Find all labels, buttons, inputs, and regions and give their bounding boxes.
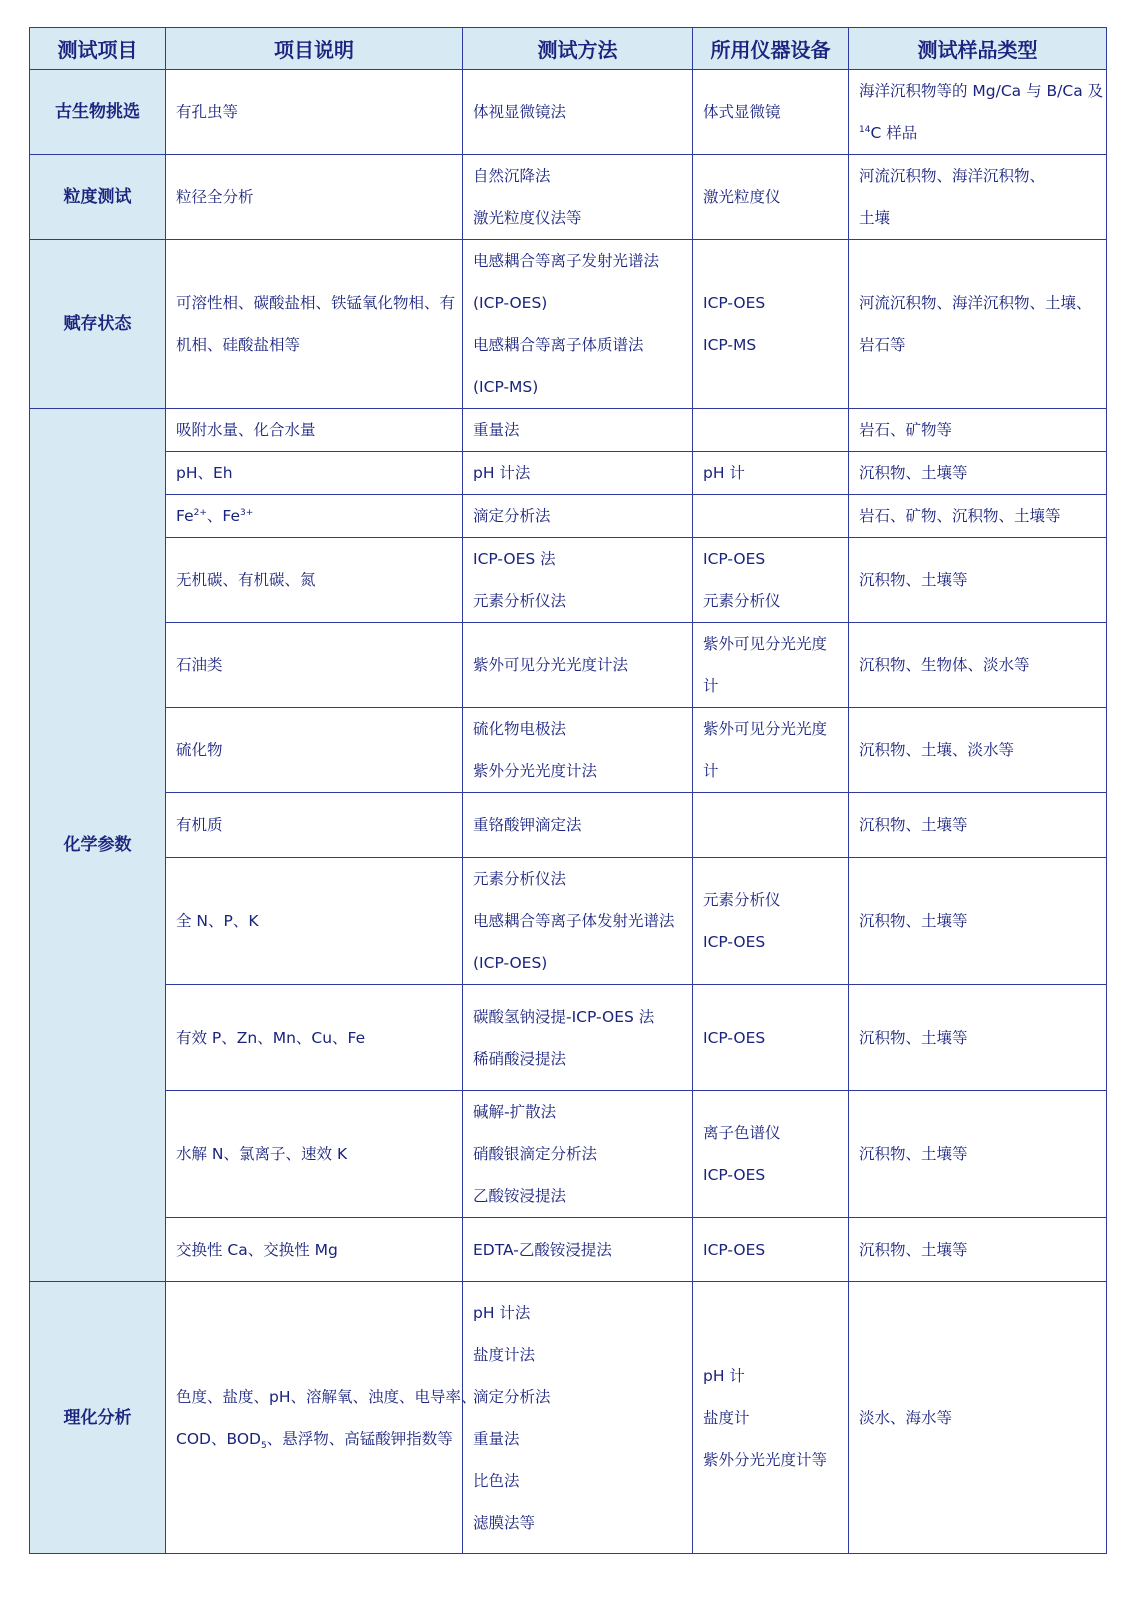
cell-line: 全 N、P、K — [176, 912, 259, 930]
row-description — [166, 70, 463, 155]
cell-line: 激光粒度仪法等 — [473, 209, 582, 227]
cell-line: 计 — [703, 677, 719, 695]
row-sample-type — [849, 155, 1107, 240]
row-sample-type — [849, 793, 1107, 858]
row-instrument — [693, 155, 849, 240]
cell-line: 电感耦合等离子体质谱法 — [473, 336, 644, 354]
row-description — [166, 452, 463, 495]
cell-line: ICP-OES — [703, 1166, 766, 1184]
cell-line: 滴定分析法 — [473, 1387, 551, 1406]
header-sample-type: 测试样品类型 — [849, 28, 1107, 70]
table-row — [30, 1218, 1107, 1282]
cell-line: 岩石、矿物等 — [859, 421, 953, 439]
table-row — [30, 623, 1107, 708]
cell-line: 激光粒度仪 — [703, 188, 781, 206]
cell-line: 电感耦合等离子体发射光谱法 — [473, 912, 675, 930]
cell-line: 沉积物、生物体、淡水等 — [859, 656, 1030, 674]
cell-line: ICP-OES — [703, 550, 766, 568]
row-sample-type — [849, 1282, 1107, 1554]
cell-line: 机相、硅酸盐相等 — [176, 336, 301, 354]
row-instrument — [693, 495, 849, 538]
table-row — [30, 240, 1107, 409]
row-description — [166, 1091, 463, 1218]
row-instrument — [693, 708, 849, 793]
cell-line: 硫化物 — [176, 741, 223, 759]
row-method — [463, 1091, 693, 1218]
row-description — [166, 495, 463, 538]
row-description — [166, 1218, 463, 1282]
cell-line: 重量法 — [473, 421, 520, 439]
cell-line: 可溶性相、碳酸盐相、铁锰氧化物相、有 — [176, 294, 456, 312]
cell-line: 土壤 — [859, 209, 891, 227]
row-description — [166, 858, 463, 985]
row-method — [463, 1282, 693, 1554]
cell-line: 紫外分光光度计法 — [473, 762, 598, 780]
row-method — [463, 708, 693, 793]
cell-line: 自然沉降法 — [473, 167, 551, 185]
row-method — [463, 409, 693, 452]
cell-line: 盐度计 — [703, 1408, 750, 1427]
cell-line: 吸附水量、化合水量 — [176, 421, 316, 439]
cell-line: 粒径全分析 — [176, 188, 254, 206]
cell-line: 无机碳、有机碳、氮 — [176, 571, 316, 589]
cell-line: 沉积物、土壤等 — [859, 464, 968, 482]
cell-line: 紫外可见分光光度计法 — [473, 656, 629, 674]
row-instrument — [693, 793, 849, 858]
cell-line: 岩石等 — [859, 336, 906, 354]
cell-line: COD、$BOD_5$、悬浮物、高锰酸钾指数等 — [176, 1429, 453, 1451]
cell-line: 电感耦合等离子发射光谱法 — [473, 252, 660, 270]
table-row — [30, 858, 1107, 985]
cell-line: ICP-OES — [703, 294, 766, 312]
row-instrument — [693, 452, 849, 495]
row-sample-type — [849, 623, 1107, 708]
cell-line: 碳酸氢钠浸提-ICP-OES 法 — [473, 1007, 655, 1026]
cell-line: ICP-OES — [703, 1240, 766, 1259]
cell-line: 元素分析仪法 — [473, 870, 567, 888]
cell-line: 硝酸银滴定分析法 — [473, 1145, 598, 1163]
cell-line: 色度、盐度、pH、溶解氧、浊度、电导率、 — [176, 1387, 477, 1406]
cell-line: 计 — [703, 762, 719, 780]
cell-line: 沉积物、土壤等 — [859, 1028, 968, 1047]
table-header-row — [30, 28, 1107, 70]
cell-line: $Fe^{2+}$、$Fe^{3+}$ — [176, 507, 254, 525]
table-row — [30, 409, 1107, 452]
row-sample-type — [849, 1218, 1107, 1282]
cell-line: 有效 P、Zn、Mn、Cu、Fe — [176, 1028, 366, 1047]
cell-line: 盐度计法 — [473, 1345, 536, 1364]
test-items-table — [29, 27, 1107, 1554]
table-row — [30, 452, 1107, 495]
row-method — [463, 155, 693, 240]
cell-line: 有机质 — [176, 816, 223, 834]
table-row — [30, 708, 1107, 793]
cell-line: 乙酸铵浸提法 — [473, 1187, 567, 1205]
cell-line: 沉积物、土壤等 — [859, 816, 968, 834]
row-category: 理化分析 — [30, 1282, 166, 1554]
row-description — [166, 985, 463, 1091]
cell-line: pH 计法 — [473, 1303, 531, 1322]
row-method — [463, 240, 693, 409]
row-category: 古生物挑选 — [30, 70, 166, 155]
row-sample-type — [849, 409, 1107, 452]
cell-line: 有孔虫等 — [176, 103, 239, 121]
cell-line: 离子色谱仪 — [703, 1124, 781, 1142]
row-sample-type — [849, 858, 1107, 985]
row-instrument — [693, 70, 849, 155]
cell-line: 碱解-扩散法 — [473, 1103, 557, 1121]
table-row — [30, 1091, 1107, 1218]
row-description — [166, 708, 463, 793]
row-instrument — [693, 538, 849, 623]
cell-line: 沉积物、土壤等 — [859, 1240, 968, 1259]
cell-line: 重量法 — [473, 1429, 520, 1448]
cell-line: ICP-OES — [703, 933, 766, 951]
cell-line: 稀硝酸浸提法 — [473, 1049, 567, 1068]
row-method — [463, 858, 693, 985]
row-method — [463, 452, 693, 495]
row-category: 化学参数 — [30, 409, 166, 1282]
cell-line: 比色法 — [473, 1471, 520, 1490]
row-sample-type — [849, 495, 1107, 538]
cell-line: 硫化物电极法 — [473, 720, 567, 738]
table-row — [30, 155, 1107, 240]
cell-line: 河流沉积物、海洋沉积物、 — [859, 167, 1046, 185]
cell-line: 紫外可见分光光度 — [703, 720, 828, 738]
cell-line: (ICP-OES) — [473, 294, 548, 312]
cell-line: 沉积物、土壤等 — [859, 571, 968, 589]
cell-line: 交换性 Ca、交换性 Mg — [176, 1240, 338, 1259]
row-method — [463, 538, 693, 623]
row-category: 赋存状态 — [30, 240, 166, 409]
row-method — [463, 495, 693, 538]
cell-line: pH 计法 — [473, 464, 531, 482]
row-instrument — [693, 1282, 849, 1554]
row-instrument — [693, 1218, 849, 1282]
cell-line: $^{14}$C 样品 — [859, 124, 918, 142]
row-instrument — [693, 985, 849, 1091]
table-row — [30, 985, 1107, 1091]
header-instrument: 所用仪器设备 — [693, 28, 849, 70]
header-item-description: 项目说明 — [166, 28, 463, 70]
cell-line: 沉积物、土壤等 — [859, 912, 968, 930]
row-description — [166, 155, 463, 240]
row-instrument — [693, 240, 849, 409]
cell-line: pH、Eh — [176, 464, 233, 482]
cell-line: 元素分析仪 — [703, 891, 781, 909]
row-sample-type — [849, 538, 1107, 623]
row-description — [166, 623, 463, 708]
row-instrument — [693, 1091, 849, 1218]
cell-line: 河流沉积物、海洋沉积物、土壤、 — [859, 294, 1092, 312]
cell-line: ICP-MS — [703, 336, 757, 354]
cell-line: 紫外可见分光光度 — [703, 635, 828, 653]
cell-line: 滴定分析法 — [473, 507, 551, 525]
table-row — [30, 538, 1107, 623]
cell-line: 石油类 — [176, 656, 223, 674]
row-method — [463, 793, 693, 858]
cell-line: 淡水、海水等 — [859, 1408, 953, 1427]
row-method — [463, 70, 693, 155]
cell-line: 滤膜法等 — [473, 1513, 536, 1532]
cell-line: ICP-OES 法 — [473, 550, 556, 568]
row-description — [166, 538, 463, 623]
row-method — [463, 985, 693, 1091]
row-instrument — [693, 858, 849, 985]
row-sample-type — [849, 70, 1107, 155]
cell-line: 元素分析仪 — [703, 592, 781, 610]
row-sample-type — [849, 985, 1107, 1091]
header-test-item: 测试项目 — [30, 28, 166, 70]
row-category: 粒度测试 — [30, 155, 166, 240]
table-row — [30, 495, 1107, 538]
cell-line: pH 计 — [703, 1366, 745, 1385]
row-instrument — [693, 409, 849, 452]
cell-line: ICP-OES — [703, 1028, 766, 1047]
cell-line: 海洋沉积物等的 Mg/Ca 与 B/Ca 及 — [859, 82, 1104, 100]
row-description — [166, 1282, 477, 1554]
row-method — [463, 1218, 693, 1282]
row-description — [166, 240, 463, 409]
cell-line: 沉积物、土壤、淡水等 — [859, 741, 1015, 759]
cell-line: pH 计 — [703, 464, 745, 482]
cell-line: 体视显微镜法 — [473, 103, 567, 121]
header-test-method: 测试方法 — [463, 28, 693, 70]
row-sample-type — [849, 1091, 1107, 1218]
cell-line: 岩石、矿物、沉积物、土壤等 — [859, 507, 1061, 525]
table-row — [30, 1282, 1107, 1554]
table-row — [30, 793, 1107, 858]
row-instrument — [693, 623, 849, 708]
cell-line: 沉积物、土壤等 — [859, 1145, 968, 1163]
row-sample-type — [849, 708, 1107, 793]
cell-line: 元素分析仪法 — [473, 592, 567, 610]
row-method — [463, 623, 693, 708]
cell-line: 紫外分光光度计等 — [703, 1450, 828, 1469]
cell-line: 水解 N、氯离子、速效 K — [176, 1145, 348, 1163]
row-description — [166, 409, 463, 452]
row-sample-type — [849, 240, 1107, 409]
table-row — [30, 70, 1107, 155]
cell-line: EDTA-乙酸铵浸提法 — [473, 1240, 612, 1259]
row-description — [166, 793, 463, 858]
cell-line: 体式显微镜 — [703, 103, 781, 121]
row-sample-type — [849, 452, 1107, 495]
cell-line: (ICP-MS) — [473, 378, 539, 396]
cell-line: (ICP-OES) — [473, 954, 548, 972]
cell-line: 重铬酸钾滴定法 — [473, 816, 582, 834]
